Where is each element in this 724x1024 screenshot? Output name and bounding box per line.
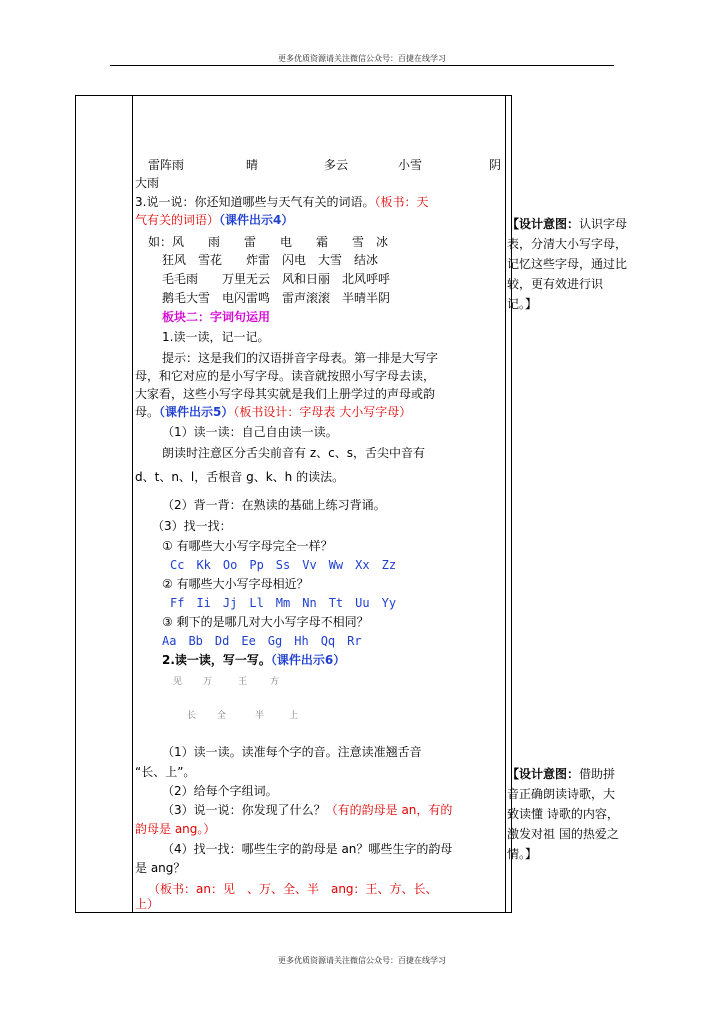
letter-pairs: Aa Bb Dd Ee Gg Hh Qq Rr bbox=[162, 634, 362, 648]
say-intro-cont bbox=[135, 213, 293, 227]
step-line: （4）找一找：哪些生字的韵母是 an？哪些生字的韵母 bbox=[162, 842, 453, 856]
page-footer: 更多优质资源请关注微信公众号：百捷在线学习 bbox=[278, 956, 446, 965]
weather-word: 晴 bbox=[246, 158, 259, 172]
weather-word: 多云 bbox=[324, 158, 349, 172]
design-intent-2: 【设计意图：借助拼 音正确朗读诗歌，大 致读懂 诗歌的内容， 激发对祖 国的热爱之 情。】 bbox=[507, 767, 619, 861]
weather-words-line: 毛毛雨 万里无云 风和日丽 北风呼呼 bbox=[162, 272, 391, 286]
step-line: （2）给每个字组词。 bbox=[162, 784, 278, 798]
step-line: 是 ang？ bbox=[135, 861, 186, 875]
find-question: ② 有哪些大小写字母相近？ bbox=[162, 577, 309, 591]
column-divider-left bbox=[132, 95, 133, 913]
hint-line: 母，和它对应的是小写字母。读音就按照小写字母去读， bbox=[135, 369, 436, 383]
hint-line: 提示：这是我们的汉语拼音字母表。第一排是大写字 bbox=[162, 351, 439, 365]
page-header: 更多优质资源请关注微信公众号：百捷在线学习 bbox=[278, 54, 446, 63]
board-note: （板书：天 bbox=[374, 195, 429, 209]
step-line: “长、上”。 bbox=[135, 765, 196, 779]
weather-words-line: 如：风 雨 雷 电 霜 雪 冰 bbox=[148, 235, 389, 249]
board-note: 上） bbox=[135, 897, 160, 911]
read-note: 朗读时注意区分舌尖前音有 z、c、s，舌尖中音有 bbox=[162, 446, 425, 460]
step-line: （1）读一读。读准每个字的音。注意读准翘舌音 bbox=[162, 745, 422, 759]
sample-character: 万 bbox=[203, 677, 213, 687]
design-intent-label: 【设计意图： bbox=[507, 217, 580, 231]
weather-words-line: 鹅毛大雪 电闪雷鸣 雷声滚滚 半晴半阴 bbox=[162, 291, 391, 305]
hint-line: 母。（课件出示5）（板书设计：字母表 大小写字母） bbox=[135, 405, 412, 419]
block-heading: 板块二：字词句运用 bbox=[162, 310, 271, 324]
design-intent-1: 【设计意图：认识字母 表，分清大小写字母， 记忆这些字母，通过比 较，更有效进行识 记。】 bbox=[507, 217, 628, 311]
board-note: 气有关的词语） bbox=[135, 213, 220, 227]
find-question: ③ 剩下的是哪几对大小写字母不相同？ bbox=[162, 615, 369, 629]
weather-word: 阴 bbox=[489, 158, 502, 172]
sample-character: 全 bbox=[217, 711, 227, 721]
sample-character: 王 bbox=[238, 677, 248, 687]
weather-word: 雷阵雨 bbox=[148, 158, 185, 172]
discovery-note: 韵母是 ang。） bbox=[135, 822, 216, 836]
discovery-note: （有的韵母是 an，有的 bbox=[325, 803, 453, 817]
read-step: （1）读一读：自己自由读一读。 bbox=[162, 425, 338, 439]
part2-title: 2.读一读，写一写。（课件出示6） bbox=[162, 653, 346, 667]
sample-character: 半 bbox=[255, 711, 265, 721]
courseware-note: （课件出示6） bbox=[270, 653, 346, 667]
letter-pairs: Cc Kk Oo Pp Ss Vv Ww Xx Zz bbox=[170, 558, 397, 572]
part1-title: 1.读一读，记一记。 bbox=[162, 330, 270, 344]
step-line: （3）说一说：你发现了什么？（有的韵母是 an，有的 bbox=[162, 803, 453, 817]
column-divider-right bbox=[505, 95, 506, 913]
read-note: d、t、n、l，舌根音 g、k、h 的读法。 bbox=[135, 470, 345, 484]
design-intent-label: 【设计意图： bbox=[507, 767, 580, 781]
courseware-note: （课件出示5） bbox=[159, 405, 234, 419]
sample-character: 长 bbox=[187, 711, 197, 721]
find-question: ① 有哪些大小写字母完全一样？ bbox=[162, 539, 333, 553]
say-intro: 3.说一说：你还知道哪些与天气有关的词语。（板书：天 bbox=[135, 195, 429, 209]
header-rule bbox=[110, 65, 614, 66]
weather-words-line: 狂风 雪花 炸雷 闪电 大雪 结冰 bbox=[162, 253, 379, 267]
sample-character: 上 bbox=[289, 711, 299, 721]
board-note: （板书：an：见 、万、全、半 ang：王、方、长、 bbox=[148, 882, 438, 896]
sample-character: 见 bbox=[173, 677, 183, 687]
sample-character: 方 bbox=[270, 677, 280, 687]
letter-pairs: Ff Ii Jj Ll Mm Nn Tt Uu Yy bbox=[170, 596, 397, 610]
recite-step: （2）背一背：在熟读的基础上练习背诵。 bbox=[162, 498, 386, 512]
hint-line: 大家看，这些小写字母其实就是我们上册学过的声母或韵 bbox=[135, 387, 436, 401]
courseware-note: （课件出示4） bbox=[219, 213, 294, 227]
weather-word: 大雨 bbox=[135, 176, 160, 190]
weather-word: 小雪 bbox=[398, 158, 423, 172]
board-note: （板书设计：字母表 大小写字母） bbox=[233, 405, 412, 419]
find-step: （3）找一找： bbox=[152, 519, 232, 533]
